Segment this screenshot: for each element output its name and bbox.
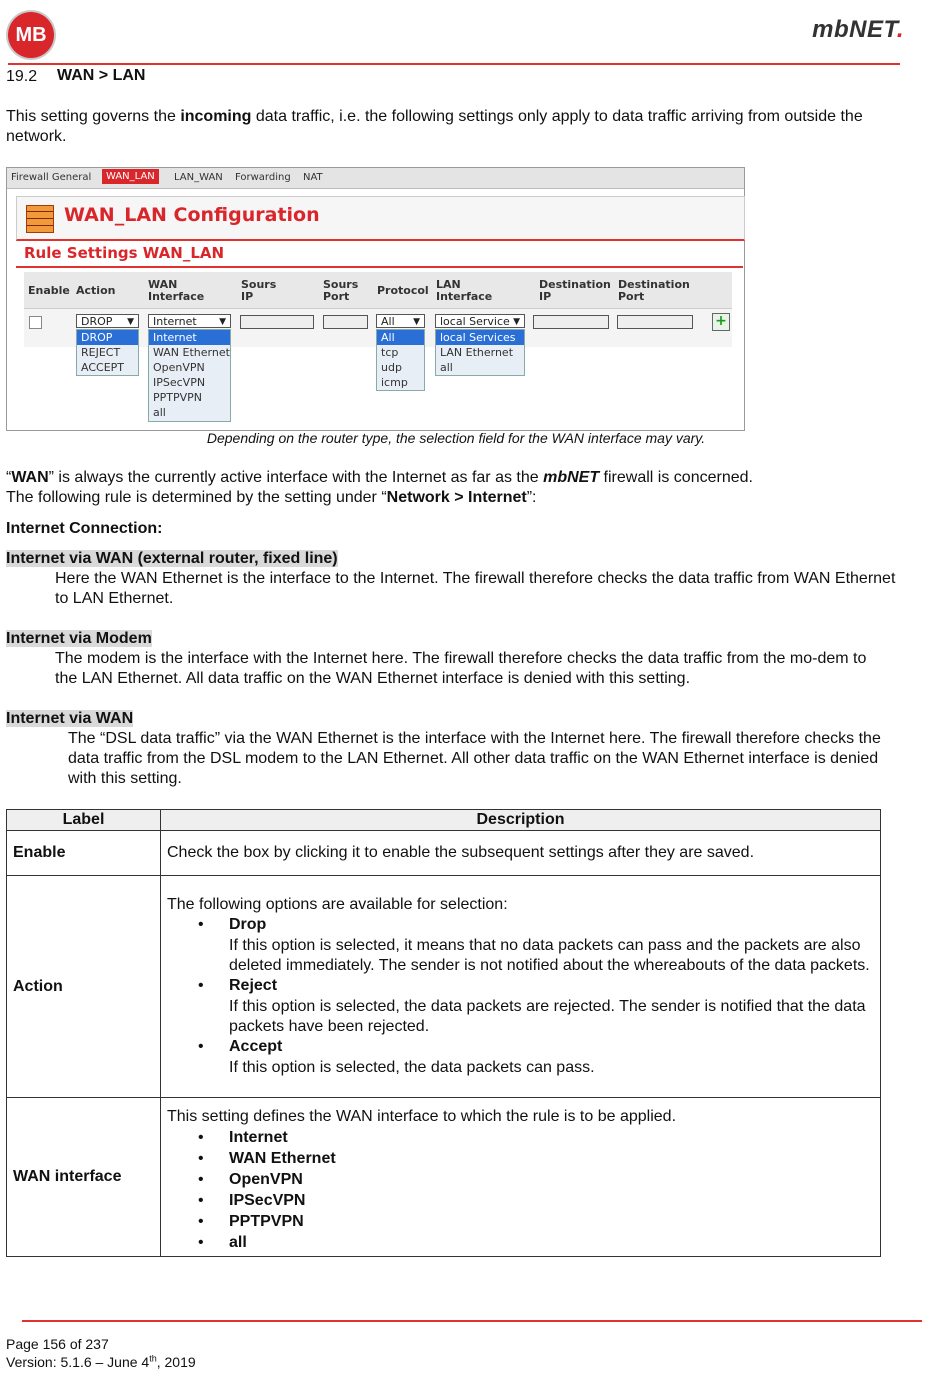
col-dest-ip: Destination IP [539,278,611,303]
list-item: • PPTPVPN [229,1211,874,1232]
col-action: Action [76,284,116,297]
action-option[interactable]: REJECT [81,346,121,359]
action-option[interactable]: DROP [77,330,138,345]
wan-note: “WAN” is always the currently active interface with the Internet as far as the mbNET firewall is concerned. The following rule is determined by the setting under “Network > Internet”: [6,469,753,506]
wan-option[interactable]: all [153,406,166,419]
row-description: This setting defines the WAN interface to which the rule is to be applied. • Internet • WAN Ethernet • OpenVPN • IPSecVPN • PPTPVPN • all [161,1098,881,1257]
version-info: Version: 5.1.6 – June 4th, 2019 [6,1353,196,1370]
section-title: WAN > LAN [57,67,146,84]
wan-interface-dropdown [148,329,231,422]
table-row [7,1098,881,1257]
chevron-down-icon: ▼ [513,317,520,327]
firewall-icon [26,205,54,233]
tab-wan-lan[interactable]: WAN_LAN [102,169,159,184]
protocol-select[interactable]: All ▼ [376,314,425,328]
lan-option[interactable]: all [440,361,453,374]
row-label: Enable [7,831,161,876]
action-dropdown [76,329,139,376]
case-text: The “DSL data traffic” via the WAN Ethernet is the interface with the Internet here. The firewall therefore checks the data traffic from the DSL modem to the LAN Ethernet. All other data traffic on the WAN Ethernet interface is denied with this setting. [68,730,881,787]
page-number: Page 156 of 237 [6,1336,109,1352]
wan-option[interactable]: WAN Ethernet [153,346,230,359]
section-number: 19.2 [6,68,38,85]
case-title: Internet via WAN [6,710,134,727]
footer-rule [22,1320,922,1322]
wan-interface-select[interactable]: Internet ▼ [148,314,231,328]
tab-lan-wan[interactable]: LAN_WAN [174,172,223,183]
row-label: WAN interface [7,1098,161,1257]
connection-heading: Internet Connection: [6,520,163,537]
description-column-header: Description [161,810,881,831]
case-title: Internet via WAN (external router, fixed line) [6,550,338,567]
tab-nat[interactable]: NAT [303,172,323,183]
add-rule-button[interactable]: + [712,313,730,331]
list-item: • Internet [229,1127,874,1148]
lan-interface-select[interactable]: local Service ▼ [435,314,525,328]
wan-option[interactable]: PPTPVPN [153,391,203,404]
table-row [7,831,881,876]
case-title: Internet via Modem [6,630,152,647]
col-source-port: Sours Port [323,278,359,303]
rules-title: Rule Settings WAN_LAN [24,244,225,262]
header-rule [8,63,900,65]
source-port-input[interactable] [323,315,368,329]
col-wan-interface: WAN Interface [148,278,205,303]
list-item: • WAN Ethernet [229,1148,874,1169]
table-header-row [7,810,881,831]
col-dest-port: Destination Port [618,278,690,303]
list-item: • Drop If this option is selected, it means that no data packets can pass and the packets are also deleted immediately. The sender is not notified about the whereabouts of the data packets. [229,915,874,976]
col-protocol: Protocol [377,284,429,297]
table-row [7,876,881,1098]
row-description: Check the box by clicking it to enable the subsequent settings after they are saved. [161,831,881,876]
list-item: • Accept If this option is selected, the data packets can pass. [229,1037,874,1078]
chevron-down-icon: ▼ [127,317,134,327]
protocol-option[interactable]: icmp [381,376,408,389]
lan-option[interactable]: local Services [436,330,524,345]
rules-header [24,272,732,309]
action-select[interactable]: DROP ▼ [76,314,139,328]
case-text: Here the WAN Ethernet is the interface to the Internet. The firewall therefore checks the data traffic from WAN Ethernet to LAN Ethernet. [55,570,896,607]
screenshot-caption: Depending on the router type, the selection field for the WAN interface may vary. [206,430,706,446]
mb-logo: MB [8,12,54,58]
chevron-down-icon: ▼ [413,317,420,327]
mbnet-logo: mbNET. [812,16,904,43]
list-item: • IPSecVPN [229,1190,874,1211]
row-label: Action [7,876,161,1098]
destination-ip-input[interactable] [533,315,609,329]
protocol-option[interactable]: All [377,330,424,345]
tab-firewall-general[interactable]: Firewall General [11,172,92,183]
list-item: • Reject If this option is selected, the data packets are rejected. The sender is notified that the data packets have been rejected. [229,976,874,1037]
firewall-tabbar [7,168,744,189]
protocol-option[interactable]: tcp [381,346,399,359]
row-description: The following options are available for selection: • Drop If this option is selected, it means that no data packets can pass and the packets are also deleted immediately. The sender is not notified about the whereabouts of the data packets. • Reject If this option is selected, the data packets are rejected. The sender is notified that the data packets have been rejected. • Accept If this option is selected, the data packets can pass. [161,876,881,1098]
protocol-dropdown [376,329,425,391]
tab-forwarding[interactable]: Forwarding [235,172,291,183]
col-source-ip: Sours IP [241,278,277,303]
config-header [16,196,745,241]
firewall-screenshot [6,167,745,431]
action-option[interactable]: ACCEPT [81,361,124,374]
list-item: • all [229,1232,874,1253]
wan-option[interactable]: IPSecVPN [153,376,206,389]
rules-divider [16,266,743,268]
wan-option[interactable]: OpenVPN [153,361,205,374]
destination-port-input[interactable] [617,315,693,329]
source-ip-input[interactable] [240,315,314,329]
lan-interface-dropdown [435,329,525,376]
lan-option[interactable]: LAN Ethernet [440,346,514,359]
wan-option[interactable]: Internet [149,330,230,345]
case-text: The modem is the interface with the Internet here. The firewall therefore checks the data traffic from the mo-dem to the LAN Ethernet. All data traffic on the WAN Ethernet interface is denied with this setting. [55,650,867,687]
list-item: • OpenVPN [229,1169,874,1190]
enable-checkbox[interactable] [29,316,42,329]
col-lan-interface: LAN Interface [436,278,493,303]
config-title: WAN_LAN Configuration [64,204,320,226]
description-table [6,809,881,1257]
col-enable: Enable [28,284,70,297]
chevron-down-icon: ▼ [219,317,226,327]
intro-paragraph: This setting governs the incoming data traffic, i.e. the following settings only apply to data traffic arriving from outside the network. [6,108,863,145]
protocol-option[interactable]: udp [381,361,402,374]
label-column-header: Label [7,810,161,831]
